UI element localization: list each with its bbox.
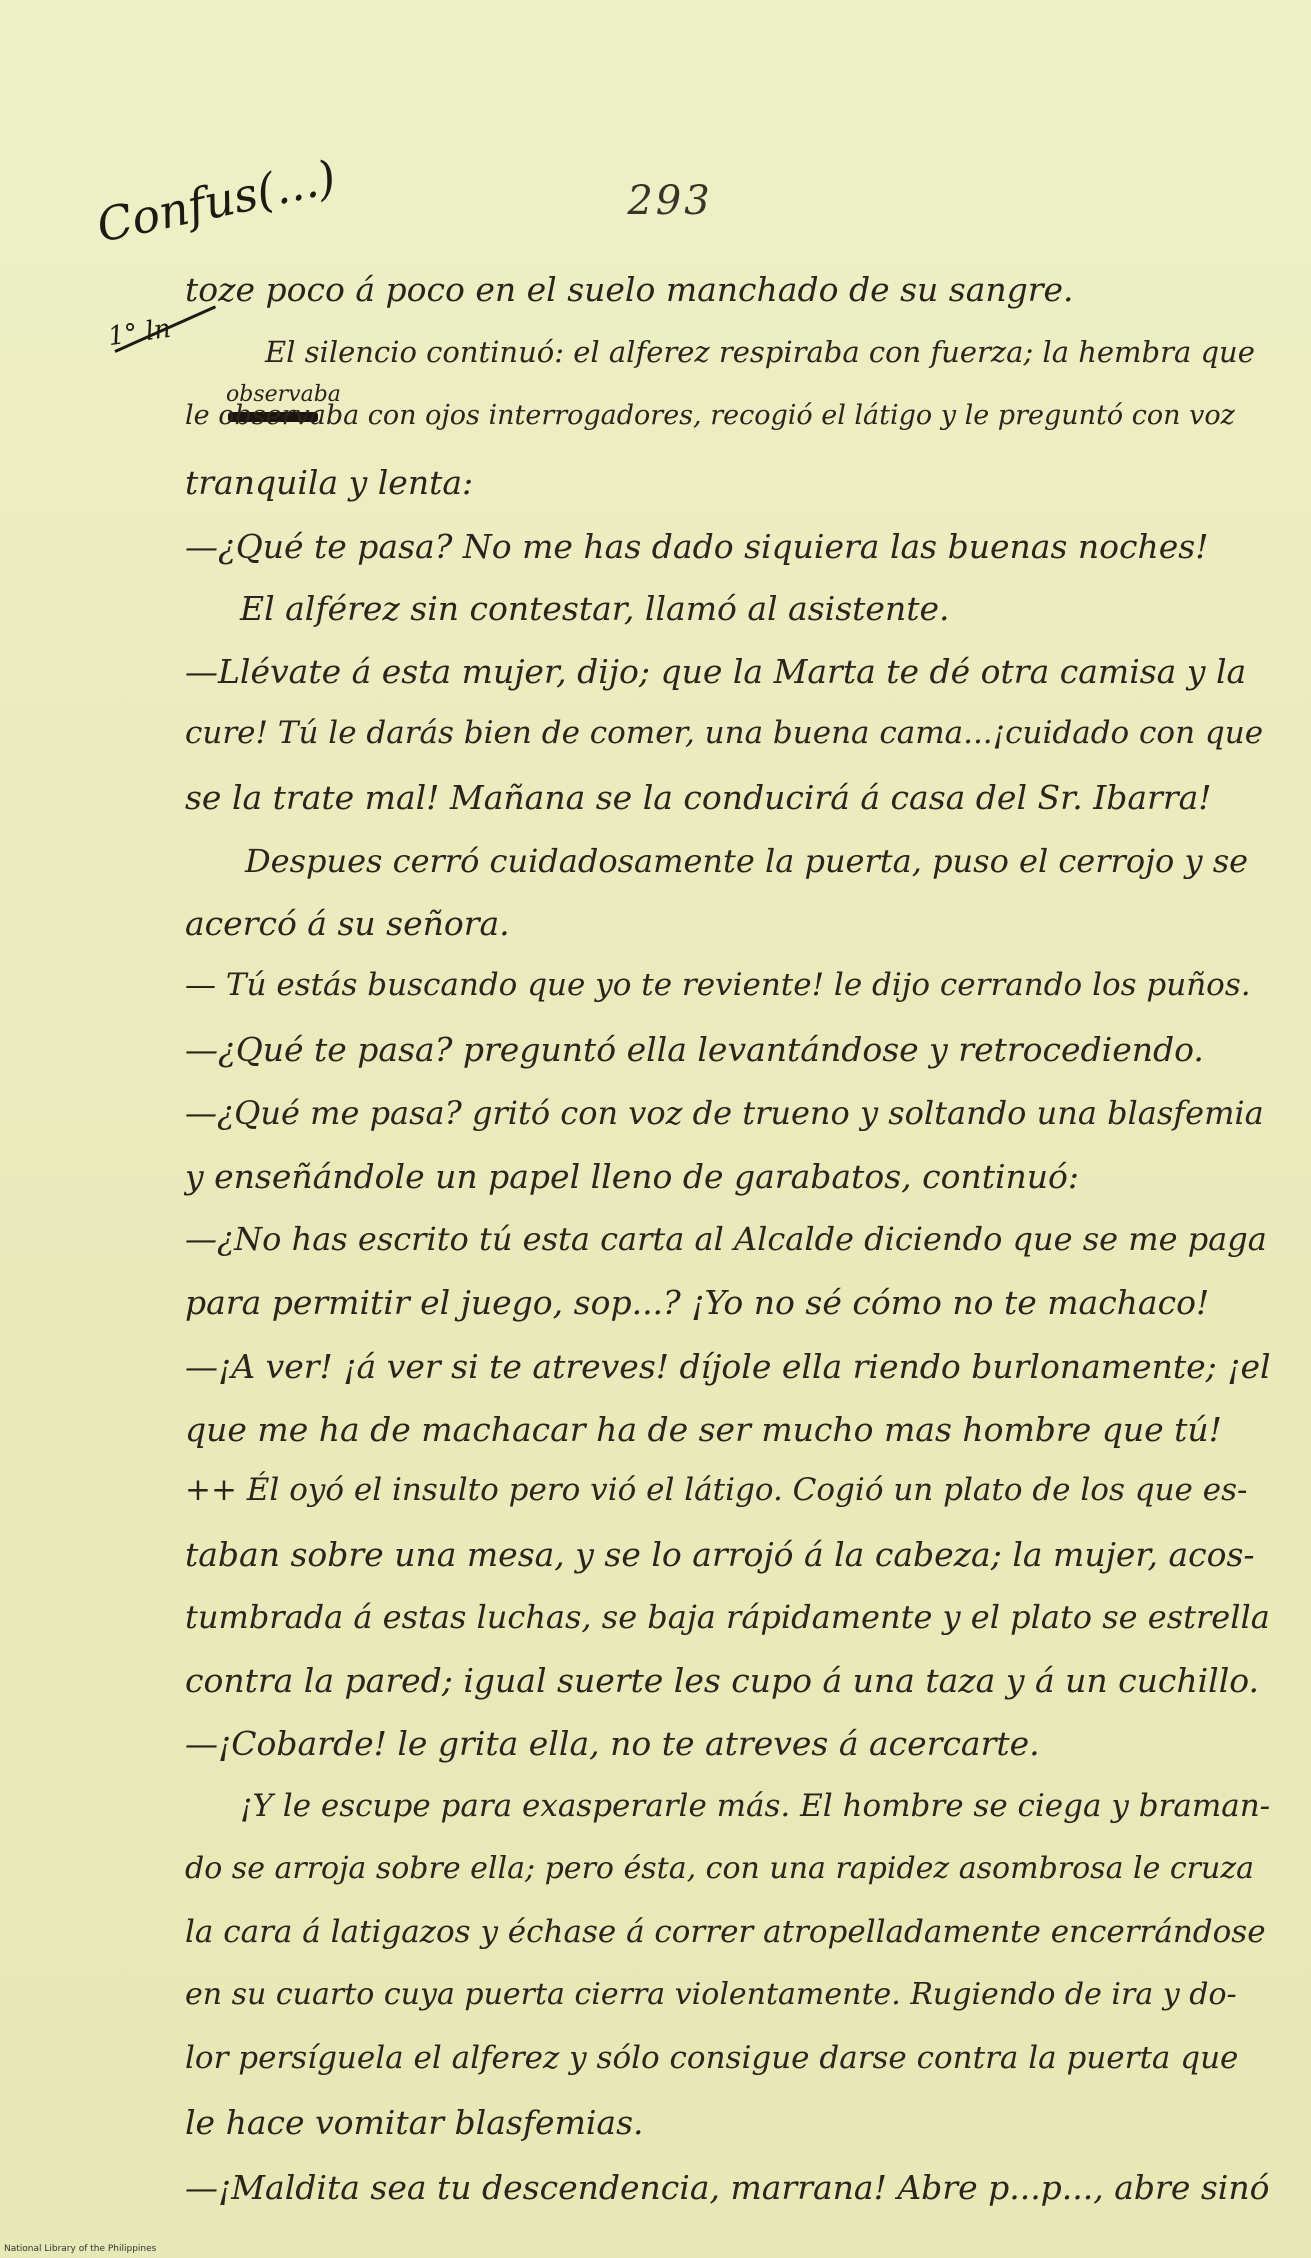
page-number: 293 [627, 178, 713, 224]
text-line: tumbrada á estas luchas, se baja rápidamente y el plato se estrella [185, 1598, 1270, 1636]
text-line: contra la pared; igual suerte les cupo á una taza y á un cuchillo. [185, 1661, 1260, 1700]
text-line: le hace vomitar blasfemias. [185, 2103, 644, 2142]
text-line: —¿No has escrito tú esta carta al Alcalde diciendo que se me paga [185, 1220, 1267, 1258]
text-line: —Llévate á esta mujer, dijo; que la Marta te dé otra camisa y la [185, 652, 1247, 691]
text-line: para permitir el juego, sop...? ¡Yo no sé cómo no te machaco! [185, 1283, 1210, 1322]
text-line: y enseñándole un papel lleno de garabatos, continuó: [185, 1157, 1080, 1196]
text-line: —¿Qué me pasa? gritó con voz de trueno y soltando una blasfemia [185, 1094, 1264, 1132]
text-line: le observaba con ojos interrogadores, recogió el látigo y le preguntó con voz [185, 400, 1235, 431]
text-line: se la trate mal! Mañana se la conducirá á casa del Sr. Ibarra! [185, 778, 1212, 817]
text-line: do se arroja sobre ella; pero ésta, con una rapidez asombrosa le cruza [185, 1851, 1255, 1886]
margin-annotation: Confus(...) [92, 149, 341, 253]
text-line: ¡Y le escupe para exasperarle más. El hombre se ciega y braman- [240, 1788, 1271, 1824]
interlinear-correction: observaba [226, 382, 341, 407]
text-line: — Tú estás buscando que yo te reviente! le dijo cerrando los puños. [185, 967, 1251, 1003]
text-line: —¿Qué te pasa? No me has dado siquiera las buenas noches! [185, 527, 1209, 566]
text-line: toze poco á poco en el suelo manchado de su sangre. [185, 270, 1074, 309]
text-line: lor persíguela el alferez y sólo consigue darse contra la puerta que [185, 2040, 1239, 2076]
text-line: tranquila y lenta: [185, 463, 474, 502]
text-line: cure! Tú le darás bien de comer, una buena cama...¡cuidado con que [185, 715, 1264, 751]
text-line: Despues cerró cuidadosamente la puerta, puso el cerrojo y se [245, 842, 1249, 880]
library-footer: National Library of the Philippines [4, 2244, 157, 2254]
text-line: —¡Maldita sea tu descendencia, marrana! Abre p...p..., abre sinó [185, 2168, 1270, 2207]
text-line: El alférez sin contestar, llamó al asistente. [240, 589, 950, 628]
text-line: —¡A ver! ¡á ver si te atreves! díjole ella riendo burlonamente; ¡el [185, 1347, 1271, 1386]
text-line: en su cuarto cuya puerta cierra violentamente. Rugiendo de ira y do- [185, 1977, 1237, 2012]
text-line: —¡Cobarde! le grita ella, no te atreves á acercarte. [185, 1724, 1040, 1763]
text-line: ++ Él oyó el insulto pero vió el látigo. Cogió un plato de los que es- [185, 1472, 1248, 1508]
text-line: —¿Qué te pasa? preguntó ella levantándose y retrocediendo. [185, 1030, 1204, 1069]
text-line: acercó á su señora. [185, 904, 510, 943]
text-line: la cara á latigazos y échase á correr atropelladamente encerrándose [185, 1914, 1266, 1950]
text-line: que me ha de machacar ha de ser mucho mas hombre que tú! [185, 1410, 1222, 1449]
text-line: taban sobre una mesa, y se lo arrojó á la cabeza; la mujer, acos- [185, 1535, 1255, 1574]
text-line: El silencio continuó: el alferez respiraba con fuerza; la hembra que [265, 335, 1255, 369]
margin-annotation-line-marker: 1° ln [106, 313, 173, 353]
